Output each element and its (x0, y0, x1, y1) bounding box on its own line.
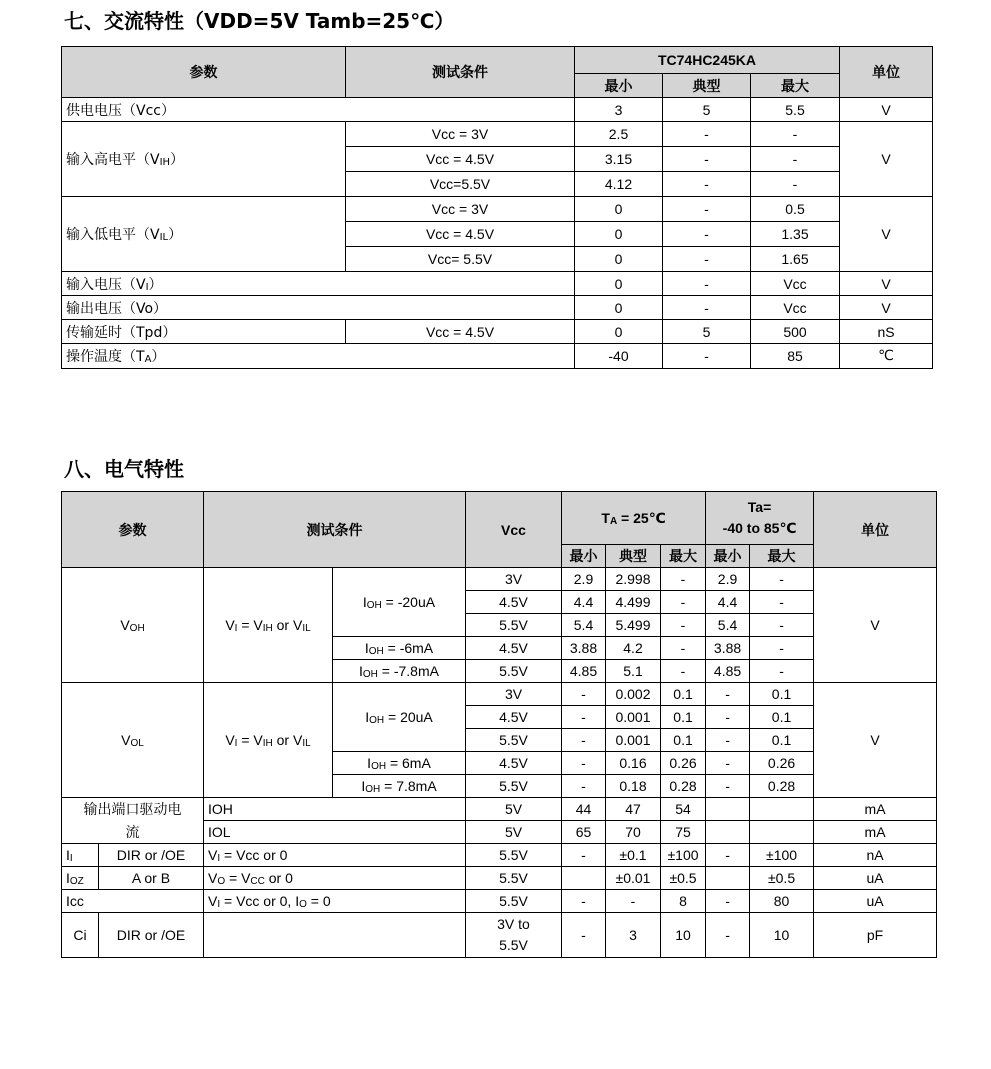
min-value: - (562, 775, 606, 798)
min-value: - (562, 729, 606, 752)
max-range-value: 0.1 (750, 729, 814, 752)
unit-value: mA (814, 798, 937, 821)
typ-value: - (663, 222, 751, 247)
condition-value: Vcc = 4.5V (346, 222, 575, 247)
min-range-value (706, 867, 750, 890)
vcc-value: 5.5V (466, 867, 562, 890)
symbol: $I_I$ (62, 844, 99, 867)
vcc-value: 5.5V (466, 775, 562, 798)
min-value (562, 867, 606, 890)
min-value: 2.9 (562, 568, 606, 591)
max-range-value: ±100 (750, 844, 814, 867)
typ-value: 0.16 (606, 752, 661, 775)
vol-condition: $V_I = V_{IH}$ or $V_{IL}$ (204, 683, 333, 798)
vcc-value: 4.5V (466, 637, 562, 660)
condition-value: Vcc = 4.5V (346, 320, 575, 344)
condition-value: Vcc = 3V (346, 197, 575, 222)
min-header: 最小 (706, 545, 750, 568)
max-range-value: 0.1 (750, 683, 814, 706)
max-value: 0.28 (661, 775, 706, 798)
min-value: - (562, 752, 606, 775)
unit-header: 单位 (840, 47, 933, 98)
max-range-value: 0.28 (750, 775, 814, 798)
typ-value: - (663, 197, 751, 222)
ta-25c-header: $T_A$ = 25℃ (562, 492, 706, 545)
typ-value: 5 (663, 320, 751, 344)
vol-param: $V_{OL}$ (62, 683, 204, 798)
max-range-value: 10 (750, 913, 814, 958)
typ-value: ±0.1 (606, 844, 661, 867)
min-value: - (562, 706, 606, 729)
min-range-value: 5.4 (706, 614, 750, 637)
max-header: 最大 (661, 545, 706, 568)
min-range-value: - (706, 844, 750, 867)
pin-value: DIR or /OE (99, 913, 204, 958)
min-range-value: 4.4 (706, 591, 750, 614)
electrical-characteristics-table (61, 491, 937, 958)
typ-value: - (663, 172, 751, 197)
unit-value: uA (814, 867, 937, 890)
ta-range-header: Ta= -40 to 85℃ (706, 492, 814, 545)
unit-value: V (840, 296, 933, 320)
table-row (62, 913, 937, 958)
max-value: 0.1 (661, 683, 706, 706)
min-value: 0 (575, 247, 663, 272)
vcc-value: 5.5V (466, 660, 562, 683)
max-value: Vcc (751, 296, 840, 320)
condition-value: $V_I$ = Vcc or 0 (204, 844, 466, 867)
table-row (62, 683, 937, 706)
param-name: 输入低电平$(V_{IL})$ (62, 197, 346, 272)
condition-header: 测试条件 (204, 492, 466, 568)
vcc-value: 3V (466, 568, 562, 591)
current-condition: $I_{OH} = -20uA$ (333, 568, 466, 637)
max-header: 最大 (751, 74, 840, 98)
min-value: -40 (575, 344, 663, 369)
vcc-value: 4.5V (466, 591, 562, 614)
min-value: 0 (575, 272, 663, 296)
max-range-value: 80 (750, 890, 814, 913)
table-row (62, 821, 937, 844)
min-value: 2.5 (575, 122, 663, 147)
min-value: 5.4 (562, 614, 606, 637)
param-header: 参数 (62, 492, 204, 568)
condition-header: 测试条件 (346, 47, 575, 98)
part-number-header: TC74HC245KA (575, 47, 840, 74)
max-range-value: ±0.5 (750, 867, 814, 890)
min-value: - (562, 890, 606, 913)
current-condition: $I_{OH} = -7.8mA$ (333, 660, 466, 683)
max-value: 85 (751, 344, 840, 369)
min-range-value: - (706, 913, 750, 958)
table-row (62, 568, 937, 591)
min-value: 0 (575, 296, 663, 320)
param-name: 输出电压（Vo） (62, 296, 575, 320)
max-range-value (750, 798, 814, 821)
min-value: 44 (562, 798, 606, 821)
min-value: 4.85 (562, 660, 606, 683)
typ-value: 3 (606, 913, 661, 958)
condition-value: $V_O = V_{CC}$ or 0 (204, 867, 466, 890)
table-row (62, 798, 937, 821)
vcc-value: 5.5V (466, 890, 562, 913)
vcc-header: Vcc (466, 492, 562, 568)
symbol: $I_{OZ}$ (62, 867, 99, 890)
table-row (62, 98, 933, 122)
symbol: Icc (62, 890, 204, 913)
typ-value: - (663, 272, 751, 296)
vcc-value: 5V (466, 798, 562, 821)
condition-value: Vcc = 3V (346, 122, 575, 147)
typ-value: - (663, 296, 751, 320)
drive-current-label: 输出端口驱动电 (62, 798, 204, 821)
table-row (62, 122, 933, 147)
typ-value: 5.1 (606, 660, 661, 683)
min-value: 3.15 (575, 147, 663, 172)
max-value: - (661, 637, 706, 660)
max-value: - (661, 591, 706, 614)
typ-value: 2.998 (606, 568, 661, 591)
typ-value: - (663, 344, 751, 369)
max-value: 8 (661, 890, 706, 913)
table-row (62, 320, 933, 344)
vcc-value: 3V to 5.5V (466, 913, 562, 958)
condition-value: $V_I$ = Vcc or 0, $I_O = 0$ (204, 890, 466, 913)
min-value: 0 (575, 197, 663, 222)
symbol: Ci (62, 913, 99, 958)
typ-value: 0.001 (606, 729, 661, 752)
param-name: 输入电压$(V_I)$ (62, 272, 575, 296)
max-value: Vcc (751, 272, 840, 296)
unit-value: mA (814, 821, 937, 844)
table-row (62, 344, 933, 369)
typ-value: - (663, 147, 751, 172)
typ-value: - (663, 247, 751, 272)
max-value: 0.1 (661, 729, 706, 752)
max-range-value: - (750, 637, 814, 660)
min-range-value: 4.85 (706, 660, 750, 683)
condition-value (204, 913, 466, 958)
unit-value: V (840, 272, 933, 296)
max-value: - (661, 614, 706, 637)
min-range-value: - (706, 752, 750, 775)
unit-value: ℃ (840, 344, 933, 369)
max-range-value: - (750, 568, 814, 591)
typ-value: 0.001 (606, 706, 661, 729)
typ-value: - (663, 122, 751, 147)
param-name: 供电电压（Vcc） (62, 98, 575, 122)
unit-header: 单位 (814, 492, 937, 568)
vcc-value: 4.5V (466, 752, 562, 775)
vcc-value: 4.5V (466, 706, 562, 729)
vcc-value: 5.5V (466, 844, 562, 867)
min-range-value: 3.88 (706, 637, 750, 660)
max-range-value: - (750, 591, 814, 614)
table-row (62, 197, 933, 222)
max-range-value (750, 821, 814, 844)
min-range-value (706, 798, 750, 821)
min-header: 最小 (562, 545, 606, 568)
table-row (62, 296, 933, 320)
typ-value: 0.18 (606, 775, 661, 798)
typ-value: 0.002 (606, 683, 661, 706)
min-value: 0 (575, 320, 663, 344)
param-name: 操作温度$(T_A)$ (62, 344, 575, 369)
min-value: - (562, 913, 606, 958)
min-value: - (562, 683, 606, 706)
max-range-value: 0.1 (750, 706, 814, 729)
typ-value: 47 (606, 798, 661, 821)
max-value: 0.1 (661, 706, 706, 729)
min-value: 4.4 (562, 591, 606, 614)
unit-value: pF (814, 913, 937, 958)
max-value: ±0.5 (661, 867, 706, 890)
min-value: - (562, 844, 606, 867)
typ-value: ±0.01 (606, 867, 661, 890)
table-row (62, 867, 937, 890)
max-value: 10 (661, 913, 706, 958)
max-value: 75 (661, 821, 706, 844)
current-condition: $I_{OH} = 20uA$ (333, 683, 466, 752)
max-value: - (661, 660, 706, 683)
min-value: 3 (575, 98, 663, 122)
current-condition: $I_{OH} = 7.8mA$ (333, 775, 466, 798)
max-value: - (661, 568, 706, 591)
min-range-value: - (706, 890, 750, 913)
ac-characteristics-table (61, 46, 933, 369)
current-condition: $I_{OH} = -6mA$ (333, 637, 466, 660)
condition-value: IOL (204, 821, 466, 844)
max-range-value: 0.26 (750, 752, 814, 775)
max-header: 最大 (750, 545, 814, 568)
vcc-value: 5V (466, 821, 562, 844)
vcc-value: 5.5V (466, 614, 562, 637)
unit-value: V (814, 568, 937, 683)
current-condition: $I_{OH} = 6mA$ (333, 752, 466, 775)
typ-value: 4.499 (606, 591, 661, 614)
typ-value: 4.2 (606, 637, 661, 660)
vcc-value: 3V (466, 683, 562, 706)
condition-value: Vcc=5.5V (346, 172, 575, 197)
max-range-value: - (750, 614, 814, 637)
voh-param: $V_{OH}$ (62, 568, 204, 683)
typ-header: 典型 (663, 74, 751, 98)
min-value: 65 (562, 821, 606, 844)
min-range-value: 2.9 (706, 568, 750, 591)
typ-header: 典型 (606, 545, 661, 568)
min-value: 3.88 (562, 637, 606, 660)
condition-value: IOH (204, 798, 466, 821)
max-value: 500 (751, 320, 840, 344)
max-value: 0.26 (661, 752, 706, 775)
min-range-value: - (706, 775, 750, 798)
max-value: - (751, 172, 840, 197)
min-range-value: - (706, 683, 750, 706)
typ-value: 70 (606, 821, 661, 844)
unit-value: V (840, 98, 933, 122)
min-value: 0 (575, 222, 663, 247)
vcc-value: 5.5V (466, 729, 562, 752)
section7-title: 七、交流特性（VDD=5V Tamb=25℃） (64, 9, 455, 33)
unit-value: nA (814, 844, 937, 867)
table-row (62, 844, 937, 867)
min-range-value: - (706, 706, 750, 729)
table-row (62, 272, 933, 296)
pin-value: A or B (99, 867, 204, 890)
min-value: 4.12 (575, 172, 663, 197)
table-row (62, 890, 937, 913)
typ-value: - (606, 890, 661, 913)
max-value: 1.65 (751, 247, 840, 272)
unit-value: nS (840, 320, 933, 344)
max-value: 54 (661, 798, 706, 821)
param-name: 输入高电平$(V_{IH})$ (62, 122, 346, 197)
min-range-value: - (706, 729, 750, 752)
param-name: 传输延时（Tpd） (62, 320, 346, 344)
voh-condition: $V_I = V_{IH}$ or $V_{IL}$ (204, 568, 333, 683)
pin-value: DIR or /OE (99, 844, 204, 867)
max-value: 0.5 (751, 197, 840, 222)
max-value: 1.35 (751, 222, 840, 247)
unit-value: V (840, 122, 933, 197)
condition-value: Vcc= 5.5V (346, 247, 575, 272)
section8-title: 八、电气特性 (64, 457, 184, 481)
max-range-value: - (750, 660, 814, 683)
unit-value: V (814, 683, 937, 798)
max-value: 5.5 (751, 98, 840, 122)
typ-value: 5.499 (606, 614, 661, 637)
unit-value: V (840, 197, 933, 272)
max-value: - (751, 147, 840, 172)
max-value: - (751, 122, 840, 147)
min-header: 最小 (575, 74, 663, 98)
unit-value: uA (814, 890, 937, 913)
typ-value: 5 (663, 98, 751, 122)
param-header: 参数 (62, 47, 346, 98)
condition-value: Vcc = 4.5V (346, 147, 575, 172)
min-range-value (706, 821, 750, 844)
drive-current-label: 流 (62, 821, 204, 844)
max-value: ±100 (661, 844, 706, 867)
